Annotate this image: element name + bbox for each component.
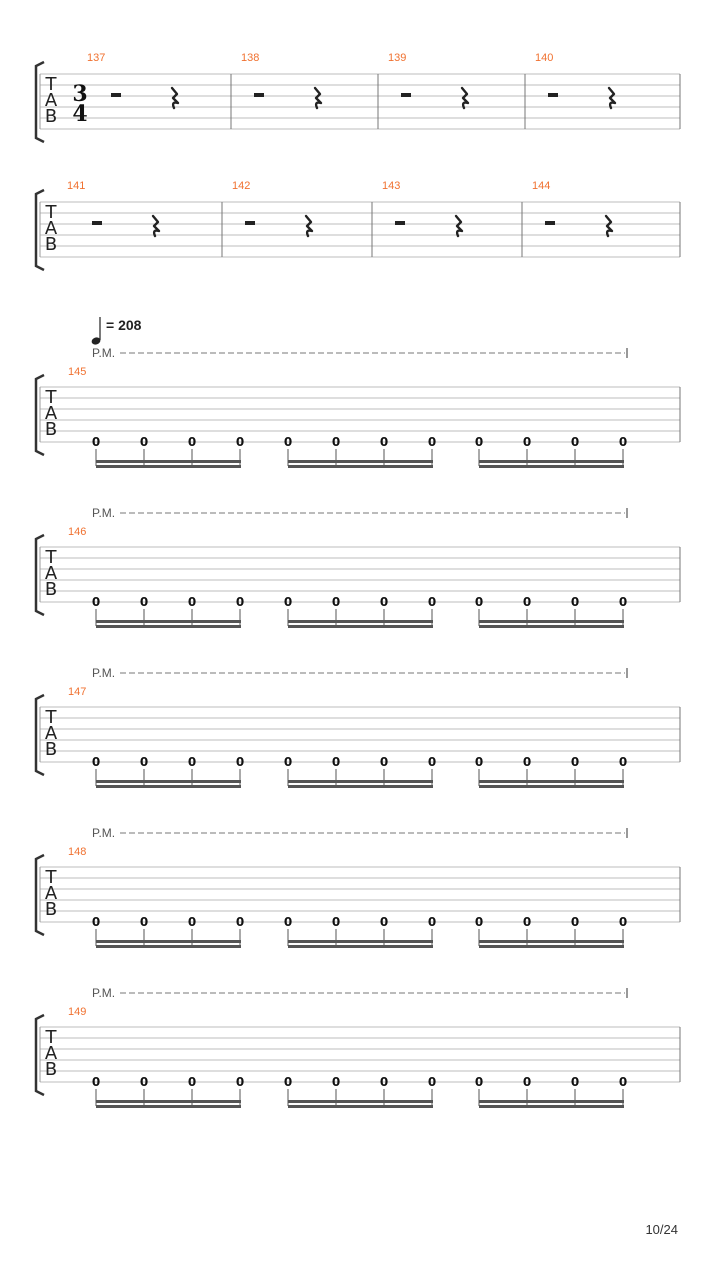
- palm-mute-label: P.M.: [92, 346, 116, 360]
- measure-number: 147: [68, 686, 87, 698]
- fret-number: 0: [522, 915, 532, 929]
- tab-clef-letter: T: [45, 707, 57, 728]
- fret-number: 0: [235, 915, 245, 929]
- fret-number: 0: [618, 595, 628, 609]
- tab-clef-letter: T: [45, 202, 57, 223]
- fret-number: 0: [570, 595, 580, 609]
- fret-number: 0: [283, 595, 293, 609]
- fret-number: 0: [91, 915, 101, 929]
- fret-number: 0: [618, 915, 628, 929]
- fret-number: 0: [187, 755, 197, 769]
- fret-number: 0: [570, 915, 580, 929]
- tab-clef-letter: B: [44, 106, 58, 127]
- fret-number: 0: [522, 755, 532, 769]
- beam-primary: [96, 940, 241, 943]
- tab-clef-letter: T: [45, 387, 57, 408]
- fret-number: 0: [427, 595, 437, 609]
- fret-number: 0: [379, 435, 389, 449]
- quarter-rest: [315, 88, 321, 108]
- fret-number: 0: [91, 755, 101, 769]
- tab-clef-letter: B: [44, 739, 58, 760]
- fret-number: 0: [474, 1075, 484, 1089]
- fret-number: 0: [139, 755, 149, 769]
- fret-number: 0: [618, 1075, 628, 1089]
- tab-clef-letter: A: [44, 1043, 58, 1064]
- fret-number: 0: [235, 595, 245, 609]
- beam-primary: [288, 460, 433, 463]
- beam-secondary: [96, 465, 241, 468]
- measure-number: 144: [532, 180, 551, 192]
- fret-number: 0: [331, 915, 341, 929]
- fret-number: 0: [139, 1075, 149, 1089]
- beam-primary: [479, 1100, 624, 1103]
- measure-number: 143: [382, 180, 401, 192]
- beam-primary: [479, 780, 624, 783]
- beam-secondary: [96, 945, 241, 948]
- fret-number: 0: [522, 435, 532, 449]
- quarter-rest: [606, 216, 612, 236]
- fret-number: 0: [474, 435, 484, 449]
- beam-primary: [96, 780, 241, 783]
- beam-secondary: [288, 625, 433, 628]
- measure-number: 145: [68, 366, 87, 378]
- half-rest: [111, 93, 121, 97]
- fret-number: 0: [570, 435, 580, 449]
- time-signature-bottom: 4: [72, 101, 88, 127]
- half-rest: [395, 221, 405, 225]
- tab-clef-letter: B: [44, 234, 58, 255]
- fret-number: 0: [283, 755, 293, 769]
- quarter-rest: [609, 88, 615, 108]
- beam-secondary: [96, 785, 241, 788]
- fret-number: 0: [331, 1075, 341, 1089]
- beam-secondary: [479, 625, 624, 628]
- beam-secondary: [288, 945, 433, 948]
- fret-number: 0: [618, 435, 628, 449]
- tab-clef-letter: T: [45, 1027, 57, 1048]
- tab-clef-letter: B: [44, 419, 58, 440]
- half-rest: [401, 93, 411, 97]
- fret-number: 0: [331, 435, 341, 449]
- note-system: [36, 986, 680, 1108]
- fret-number: 0: [522, 1075, 532, 1089]
- quarter-rest: [462, 88, 468, 108]
- beam-secondary: [479, 465, 624, 468]
- fret-number: 0: [331, 595, 341, 609]
- fret-number: 0: [474, 755, 484, 769]
- tab-clef-letter: B: [44, 579, 58, 600]
- tab-clef-letter: A: [44, 563, 58, 584]
- tempo-marking: = 208: [106, 317, 142, 333]
- beam-secondary: [96, 625, 241, 628]
- fret-number: 0: [522, 595, 532, 609]
- quarter-rest: [153, 216, 159, 236]
- fret-number: 0: [187, 1075, 197, 1089]
- half-rest: [92, 221, 102, 225]
- beam-secondary: [479, 785, 624, 788]
- palm-mute-label: P.M.: [92, 506, 116, 520]
- fret-number: 0: [283, 1075, 293, 1089]
- palm-mute-label: P.M.: [92, 986, 116, 1000]
- note-system: [36, 317, 680, 468]
- quarter-rest: [306, 216, 312, 236]
- palm-mute-label: P.M.: [92, 826, 116, 840]
- time-signature-top: 3: [72, 81, 88, 107]
- fret-number: 0: [187, 915, 197, 929]
- fret-number: 0: [427, 915, 437, 929]
- beam-primary: [479, 940, 624, 943]
- fret-number: 0: [570, 1075, 580, 1089]
- fret-number: 0: [235, 435, 245, 449]
- half-rest: [254, 93, 264, 97]
- note-system: [36, 506, 680, 628]
- measure-number: 137: [87, 52, 106, 64]
- half-rest: [545, 221, 555, 225]
- tab-clef-letter: B: [44, 899, 58, 920]
- quarter-rest: [172, 88, 178, 108]
- beam-secondary: [96, 1105, 241, 1108]
- measure-number: 139: [388, 52, 407, 64]
- fret-number: 0: [283, 435, 293, 449]
- measure-number: 142: [232, 180, 251, 192]
- fret-number: 0: [379, 595, 389, 609]
- tab-clef-letter: A: [44, 90, 58, 111]
- rest-system: [36, 180, 680, 270]
- fret-number: 0: [139, 435, 149, 449]
- page-number: 10/24: [645, 1222, 678, 1237]
- beam-secondary: [288, 785, 433, 788]
- half-rest: [245, 221, 255, 225]
- beam-primary: [288, 620, 433, 623]
- tab-clef-letter: T: [45, 74, 57, 95]
- rest-system: [36, 52, 680, 142]
- tab-clef-letter: A: [44, 883, 58, 904]
- quarter-rest: [456, 216, 462, 236]
- tab-clef-letter: T: [45, 547, 57, 568]
- fret-number: 0: [427, 435, 437, 449]
- measure-number: 141: [67, 180, 86, 192]
- beam-primary: [96, 1100, 241, 1103]
- fret-number: 0: [187, 595, 197, 609]
- measure-number: 149: [68, 1006, 87, 1018]
- fret-number: 0: [570, 755, 580, 769]
- beam-secondary: [479, 1105, 624, 1108]
- fret-number: 0: [618, 755, 628, 769]
- beam-primary: [288, 1100, 433, 1103]
- tab-clef-letter: A: [44, 723, 58, 744]
- fret-number: 0: [379, 1075, 389, 1089]
- palm-mute-label: P.M.: [92, 666, 116, 680]
- fret-number: 0: [235, 755, 245, 769]
- tab-clef-letter: T: [45, 867, 57, 888]
- beam-primary: [288, 940, 433, 943]
- measure-number: 140: [535, 52, 554, 64]
- fret-number: 0: [474, 915, 484, 929]
- fret-number: 0: [331, 755, 341, 769]
- tab-clef-letter: B: [44, 1059, 58, 1080]
- beam-primary: [96, 460, 241, 463]
- fret-number: 0: [91, 595, 101, 609]
- fret-number: 0: [187, 435, 197, 449]
- half-rest: [548, 93, 558, 97]
- beam-primary: [288, 780, 433, 783]
- fret-number: 0: [283, 915, 293, 929]
- fret-number: 0: [235, 1075, 245, 1089]
- tab-clef-letter: A: [44, 403, 58, 424]
- tab-clef-letter: A: [44, 218, 58, 239]
- measure-number: 148: [68, 846, 87, 858]
- fret-number: 0: [139, 595, 149, 609]
- beam-primary: [479, 620, 624, 623]
- fret-number: 0: [91, 435, 101, 449]
- beam-secondary: [479, 945, 624, 948]
- fret-number: 0: [379, 755, 389, 769]
- fret-number: 0: [139, 915, 149, 929]
- beam-secondary: [288, 465, 433, 468]
- fret-number: 0: [474, 595, 484, 609]
- beam-secondary: [288, 1105, 433, 1108]
- fret-number: 0: [427, 755, 437, 769]
- beam-primary: [479, 460, 624, 463]
- note-system: [36, 666, 680, 788]
- measure-number: 146: [68, 526, 87, 538]
- measure-number: 138: [241, 52, 260, 64]
- note-system: [36, 826, 680, 948]
- fret-number: 0: [427, 1075, 437, 1089]
- fret-number: 0: [379, 915, 389, 929]
- fret-number: 0: [91, 1075, 101, 1089]
- beam-primary: [96, 620, 241, 623]
